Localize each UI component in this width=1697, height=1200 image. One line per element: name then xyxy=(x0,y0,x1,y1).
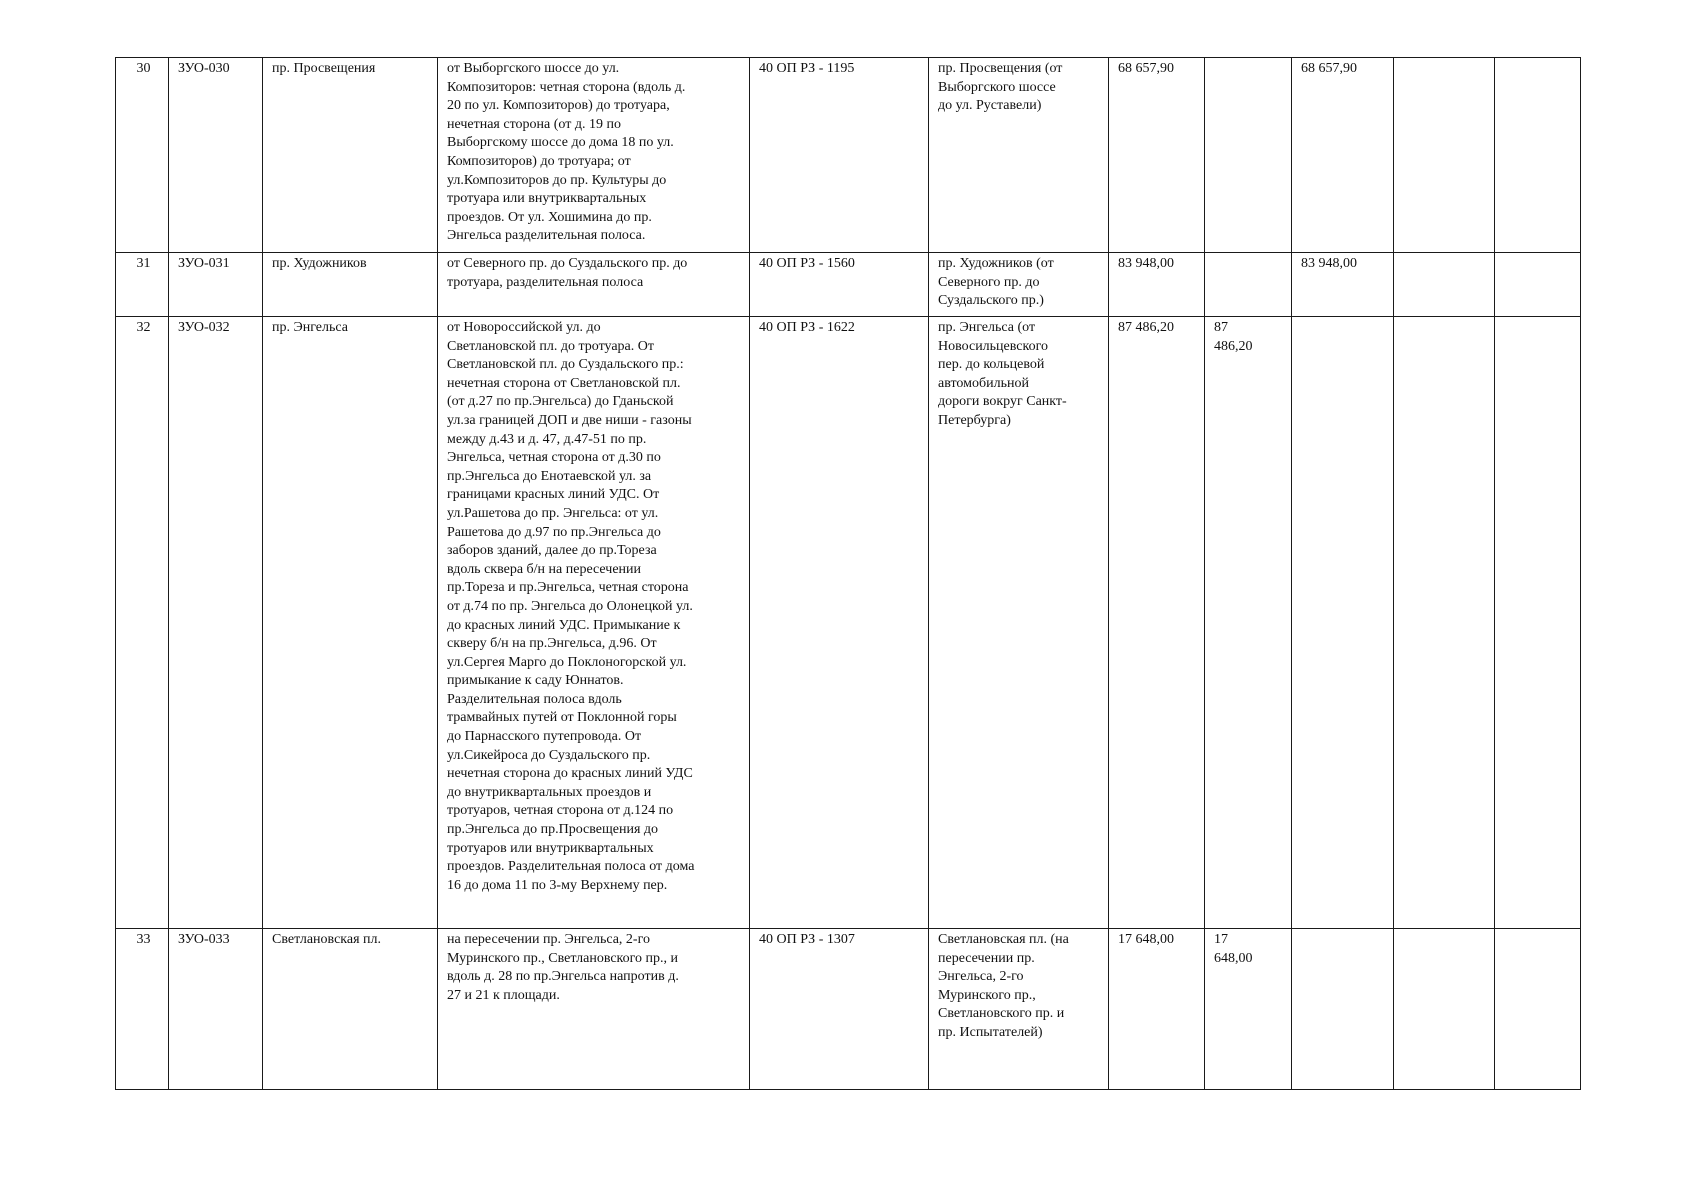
extra-col-2 xyxy=(1495,58,1581,253)
extra-col-1 xyxy=(1394,253,1495,317)
zone-code: ЗУО-033 xyxy=(169,929,263,1090)
road-id: 40 ОП РЗ - 1307 xyxy=(750,929,929,1090)
area-b xyxy=(1292,929,1394,1090)
zone-name: Светлановская пл. xyxy=(263,929,438,1090)
zone-description: от Новороссийской ул. до Светлановской пл. до тротуара. От Светлановской пл. до Суздальского пр.: нечетная сторона от Светлановской пл. (от д.27 по пр.Энгельса) до Гданьской ул.за границей ДОП и две ниши - газоны между д.43 и д. 47, д.47-51 по пр. Энгельса, четная сторона от д.30 по пр.Энгельса до Енотаевской ул. за границами красных линий УДС. От ул.Рашетова до пр. Энгельса: от ул. Рашетова до д.97 по пр.Энгельса до заборов зданий, далее до пр.Тореза вдоль сквера б/н на пересечении пр.Тореза и пр.Энгельса, четная сторона от д.74 по пр. Энгельса до Олонецкой ул. до красных линий УДС. Примыкание к скверу б/н на пр.Энгельса, д.96. От ул.Сергея Марго до Поклоногорской ул. примыкание к саду Юннатов. Разделительная полоса вдоль трамвайных путей от Поклонной горы до Парнасского путепровода. От ул.Сикейроса до Суздальского пр. нечетная сторона до красных линий УДС до внутриквартальных проездов и тротуаров, четная сторона от д.124 по пр.Энгельса до пр.Просвещения до тротуаров или внутриквартальных проездов. Разделительная полоса от дома 16 до дома 11 по 3-му Верхнему пер. xyxy=(438,317,750,929)
area-b xyxy=(1292,317,1394,929)
area-b: 68 657,90 xyxy=(1292,58,1394,253)
zone-code: ЗУО-031 xyxy=(169,253,263,317)
table-row xyxy=(116,58,1581,253)
extra-col-2 xyxy=(1495,317,1581,929)
extra-col-2 xyxy=(1495,253,1581,317)
area-a: 87 486,20 xyxy=(1205,317,1292,929)
area-total: 17 648,00 xyxy=(1109,929,1205,1090)
extra-col-1 xyxy=(1394,929,1495,1090)
extra-col-1 xyxy=(1394,58,1495,253)
zone-name: пр. Просвещения xyxy=(263,58,438,253)
row-number: 30 xyxy=(116,58,169,253)
row-number: 33 xyxy=(116,929,169,1090)
area-total: 83 948,00 xyxy=(1109,253,1205,317)
table-row xyxy=(116,317,1581,929)
road-id: 40 ОП РЗ - 1560 xyxy=(750,253,929,317)
zone-description: от Выборгского шоссе до ул. Композиторов: четная сторона (вдоль д. 20 по ул. Композиторов) до тротуара, нечетная сторона (от д. 19 по Выборгскому шоссе до дома 18 по ул. Композиторов) до тротуара; от ул.Композиторов до пр. Культуры до тротуара или внутриквартальных проездов. От ул. Хошимина до пр. Энгельса разделительная полоса. xyxy=(438,58,750,253)
extra-col-1 xyxy=(1394,317,1495,929)
area-a: 17 648,00 xyxy=(1205,929,1292,1090)
zone-name: пр. Художников xyxy=(263,253,438,317)
zone-description: от Северного пр. до Суздальского пр. до тротуара, разделительная полоса xyxy=(438,253,750,317)
road-name: пр. Художников (от Северного пр. до Суздальского пр.) xyxy=(929,253,1109,317)
road-name: пр. Просвещения (от Выборгского шоссе до ул. Руставели) xyxy=(929,58,1109,253)
road-name: пр. Энгельса (от Новосильцевского пер. до кольцевой автомобильной дороги вокруг Санкт- Петербурга) xyxy=(929,317,1109,929)
area-a xyxy=(1205,253,1292,317)
road-name: Светлановская пл. (на пересечении пр. Энгельса, 2-го Муринского пр., Светлановского пр. и пр. Испытателей) xyxy=(929,929,1109,1090)
zone-name: пр. Энгельса xyxy=(263,317,438,929)
area-a xyxy=(1205,58,1292,253)
green-zones-table xyxy=(115,57,1581,1090)
table-row xyxy=(116,929,1581,1090)
row-number: 31 xyxy=(116,253,169,317)
extra-col-2 xyxy=(1495,929,1581,1090)
zone-description: на пересечении пр. Энгельса, 2-го Муринского пр., Светлановского пр., и вдоль д. 28 по пр.Энгельса напротив д. 27 и 21 к площади. xyxy=(438,929,750,1090)
road-id: 40 ОП РЗ - 1195 xyxy=(750,58,929,253)
zone-code: ЗУО-030 xyxy=(169,58,263,253)
table-row xyxy=(116,253,1581,317)
road-id: 40 ОП РЗ - 1622 xyxy=(750,317,929,929)
area-total: 68 657,90 xyxy=(1109,58,1205,253)
row-number: 32 xyxy=(116,317,169,929)
area-b: 83 948,00 xyxy=(1292,253,1394,317)
zone-code: ЗУО-032 xyxy=(169,317,263,929)
area-total: 87 486,20 xyxy=(1109,317,1205,929)
